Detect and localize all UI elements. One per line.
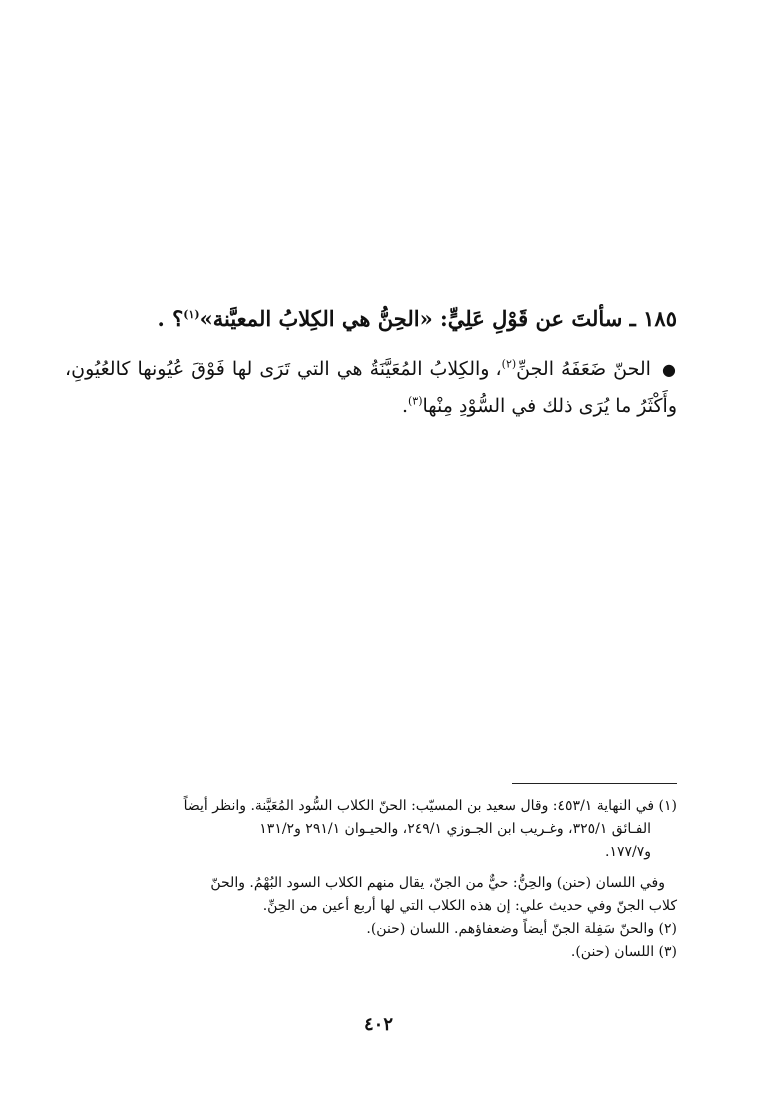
- footnote-1-line-2: الفـائق ٣٢٥/١، وغـريب ابن الجـوزي ٢٤٩/١، والحيـوان ٢٩١/١ و١٣١/٢: [259, 821, 651, 837]
- heading-footnote-ref: (١): [183, 308, 200, 321]
- heading-text: ١٨٥ ـ سألتَ عن قَوْلِ عَلِيٍّ: «الحِنُّ هي الكِلابُ المعيَّنة»: [199, 306, 677, 331]
- answer-end: .: [401, 395, 408, 417]
- question-heading: [67, 304, 677, 334]
- footnote-2: (٢) والحنّ سَفِلة الجنّ أيضاً وضعفاؤهم. اللسان (حنن).: [366, 921, 677, 937]
- answer-part-1: الحنّ ضَعَفَهُ الجنِّ: [516, 358, 651, 380]
- footnote-1-para-line-2: كلاب الجنّ وفي حديث علي: إن هذه الكلاب التي لها أربع أعين من الحِنِّ.: [262, 898, 677, 914]
- footnotes-section: [65, 795, 677, 964]
- page-number: ٤٠٢: [363, 1014, 393, 1035]
- bullet-icon: ●: [662, 360, 678, 379]
- answer-paragraph: [65, 351, 677, 424]
- answer-footnote-ref-3: (٣): [407, 394, 423, 408]
- heading-end: ؟ .: [157, 306, 184, 331]
- footnote-3: (٣) اللسان (حنن).: [570, 944, 677, 960]
- answer-footnote-ref-2: (٢): [501, 357, 517, 371]
- footnote-1-para-line-1: وفي اللسان (حنن) والحِنُّ: حيٌّ من الجنّ، يقال منهم الكلاب السود البُهْمُ. والحنّ: [210, 875, 665, 891]
- footnote-1-line-1: (١) في النهاية ٤٥٣/١: وقال سعيد بن المسيّب: الحنّ الكلاب السُّود المُعَيَّنة. وانظر أيضاً: [183, 798, 677, 814]
- answer-part-2: ، والكِلابُ المُعَيَّنَةُ هي التي تَرَى لها فَوْقَ عُيُونها كالعُيُونِ، وأَكْثَرُ ما يُرَى ذلك في السُّوْدِ مِنْها: [65, 358, 677, 417]
- footnote-divider: [512, 783, 677, 784]
- footnote-1-line-3: و١٧٧/٧.: [604, 844, 651, 860]
